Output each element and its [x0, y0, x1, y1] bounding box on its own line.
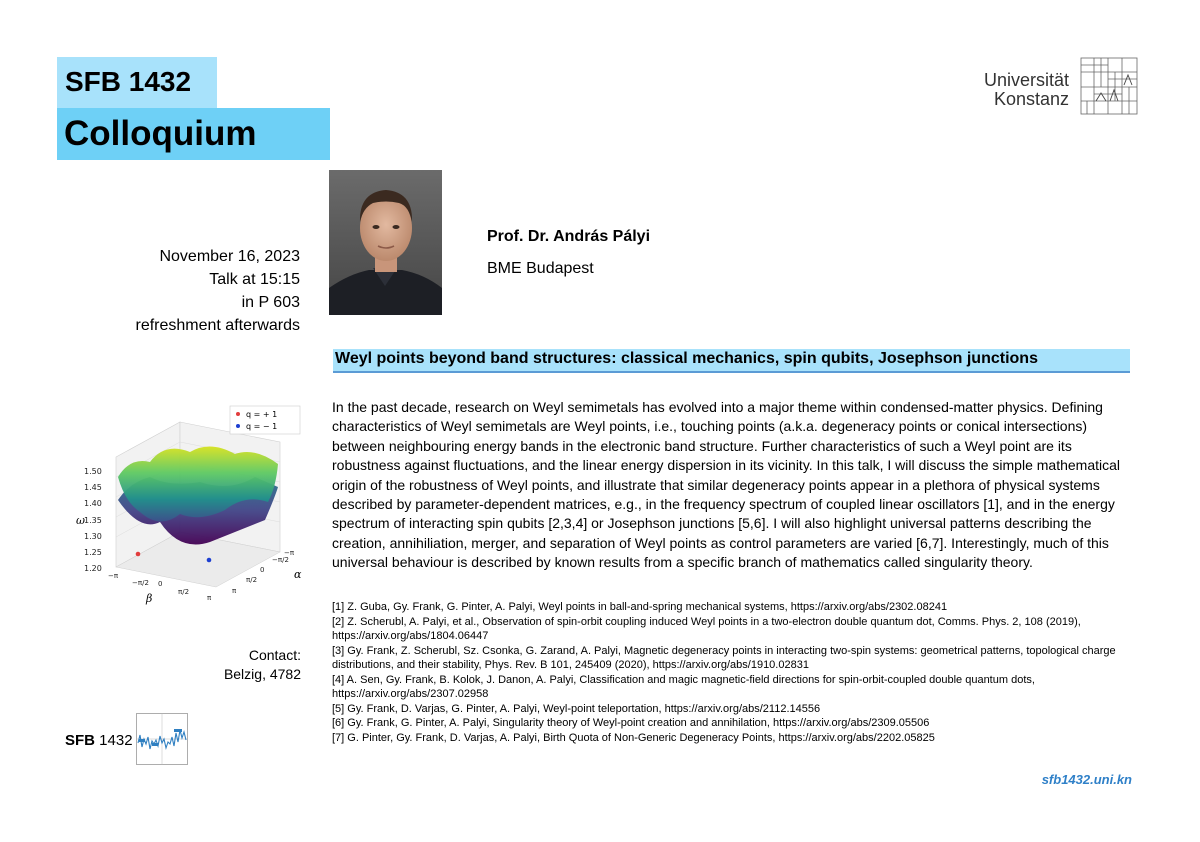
talk-abstract: In the past decade, research on Weyl semimetals has evolved into a major theme within condensed-matter physics. Defining characteristics of Weyl semimetals are Weyl points, i.e., touching points (a.k.a. degeneracy points or conical intersections) between neighbouring energy bands in the electronic band structure. Further characteristics of such a Weyl point are its robustness against fluctuations, and the linear energy dispersion in its vicinity. In this talk, I will discuss the simple mathematical origin of the robustness of Weyl points, and illustrate that similar degeneracy points appear in a plethora of physical systems described by parameter-dependent matrices, e.g., in the frequency spectrum of coupled linear oscillators [1], and in the energy spectrum of interacting spin qubits [2,3,4] or Josephson junctions [5,6]. I will also highlight universal patterns describing the creation, annihiliation, merger, and separation of Weyl points as control parameters are varied [6,7]. Interestingly, much of this universal behaviour is described by known results from a specific branch of mathematics called singularity theory.	[332, 399, 1120, 571]
talk-date: November 16, 2023	[159, 248, 300, 265]
x-tick-label: π	[207, 594, 212, 602]
sfb-footer-number: 1432	[95, 732, 133, 749]
website-link[interactable]: sfb1432.uni.kn	[1041, 772, 1132, 787]
talk-title: Weyl points beyond band structures: classical mechanics, spin qubits, Josephson junctions	[335, 350, 1038, 367]
z-axis-label: ω	[76, 514, 85, 527]
reference-item: [2] Z. Scherubl, A. Palyi, et al., Observation of spin-orbit coupling induced Weyl points in a two-electron double quantum dot, Comms. Phys. 2, 108 (2019), https://arxiv.org/abs/1804.06447	[332, 615, 1081, 642]
talk-room: in P 603	[241, 294, 300, 311]
university-wordmark	[984, 71, 1069, 109]
y-tick-label: −π/2	[272, 556, 289, 564]
reference-item: [5] Gy. Frank, D. Varjas, G. Pinter, A. Palyi, Weyl-point teleportation, https://arxiv.org/abs/2112.14556	[332, 702, 821, 715]
legend-label-positive: q = + 1	[246, 410, 278, 419]
y-tick-label: 0	[260, 566, 265, 574]
z-tick-label: 1.45	[84, 483, 102, 492]
speaker-name: Prof. Dr. András Pályi	[487, 228, 651, 245]
university-emblem-icon	[1080, 57, 1138, 115]
x-tick-label: −π	[108, 572, 119, 580]
x-tick-label: 0	[158, 580, 163, 588]
reference-item: [3] Gy. Frank, Z. Scherubl, Sz. Csonka, G. Zarand, A. Palyi, Magnetic degeneracy points in interacting two-spin systems: geometrical patterns, topological charge distributions, and their stability, Phys. Rev. B 101, 245409 (2020), https://arxiv.org/abs/1910.02831	[332, 644, 1116, 671]
legend-swatch-positive	[236, 412, 240, 416]
y-tick-label: π/2	[246, 576, 258, 584]
sfb-signal-logo-icon	[136, 713, 188, 765]
reference-item: [4] A. Sen, Gy. Frank, B. Kolok, J. Danon, A. Palyi, Classification and magic magnetic-field directions for spin-orbit-coupled double quantum dots, https://arxiv.org/abs/2307.02958	[332, 673, 1035, 700]
reference-item: [1] Z. Guba, Gy. Frank, G. Pinter, A. Palyi, Weyl points in ball-and-spring mechanical systems, https://arxiv.org/abs/2302.08241	[332, 601, 948, 613]
reference-list	[332, 600, 1132, 745]
speaker-affiliation: BME Budapest	[487, 260, 594, 277]
weyl-point-negative	[207, 558, 212, 563]
speaker-photo	[329, 170, 442, 315]
colloquium-header-box	[57, 108, 330, 160]
x-axis-label: β	[146, 592, 153, 605]
contact-label: Contact:	[248, 647, 301, 663]
weyl-point-surface-figure	[76, 402, 320, 607]
z-tick-label: 1.20	[84, 564, 102, 573]
weyl-point-positive	[136, 552, 141, 557]
sfb-footer-wordmark	[65, 732, 133, 749]
sfb-footer-bold: SFB	[65, 732, 95, 749]
x-tick-label: π/2	[178, 588, 190, 596]
event-title: Colloquium	[64, 114, 257, 153]
z-tick-label: 1.35	[84, 516, 102, 525]
contact-value: Belzig, 4782	[223, 666, 301, 682]
reference-item: [7] G. Pinter, Gy. Frank, D. Varjas, A. Palyi, Birth Quota of Non-Generic Degeneracy Points, https://arxiv.org/abs/2202.05825	[332, 731, 935, 744]
university-line1: Universität	[983, 70, 1069, 90]
z-tick-label: 1.30	[84, 532, 102, 541]
y-tick-label: π	[232, 587, 237, 595]
z-tick-label: 1.25	[84, 548, 102, 557]
sfb-header-box	[57, 57, 217, 109]
reference-item: [6] Gy. Frank, G. Pinter, A. Palyi, Singularity theory of Weyl-point creation and annihilation, https://arxiv.org/abs/2309.05506	[332, 717, 930, 729]
talk-time: Talk at 15:15	[209, 271, 300, 288]
legend-label-negative: q = − 1	[246, 422, 278, 431]
legend-swatch-negative	[236, 424, 240, 428]
y-tick-label: −π	[284, 549, 295, 557]
university-line2: Konstanz	[993, 89, 1069, 109]
refreshment-note: refreshment afterwards	[135, 317, 300, 334]
series-title: SFB 1432	[65, 66, 192, 97]
z-tick-label: 1.40	[84, 499, 102, 508]
z-tick-label: 1.50	[84, 467, 102, 476]
x-tick-label: −π/2	[132, 579, 149, 587]
y-axis-label: α	[294, 568, 302, 581]
